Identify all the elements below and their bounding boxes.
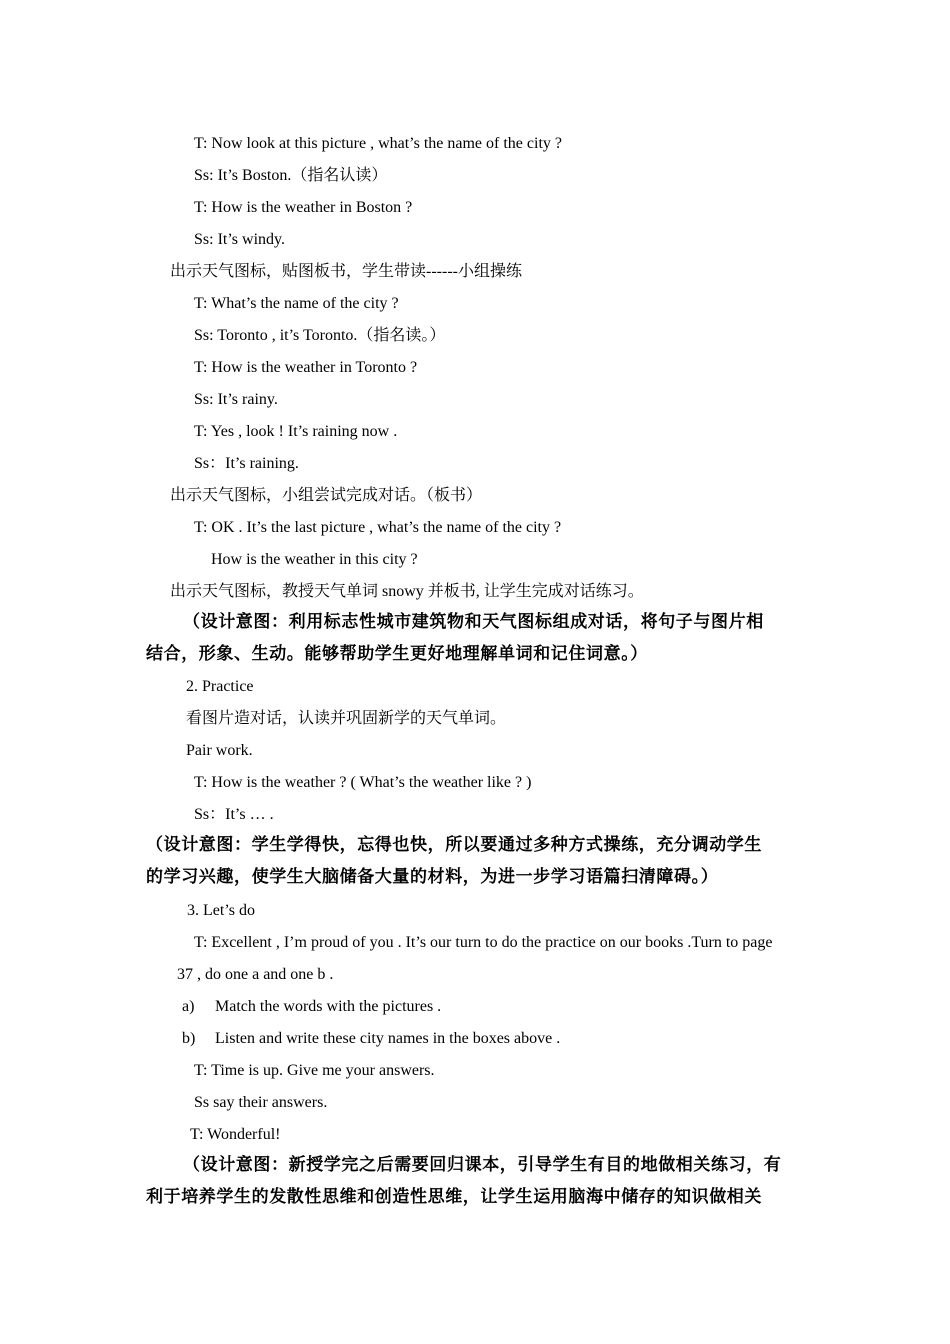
dialogue-line: 37 , do one a and one b . xyxy=(177,966,334,983)
instruction-line: 出示天气图标，贴图板书，学生带读------小组操练 xyxy=(170,263,522,280)
design-intent-note: 利于培养学生的发散性思维和创造性思维，让学生运用脑海中储存的知识做相关 xyxy=(146,1187,762,1206)
section-heading: 2. Practice xyxy=(186,678,254,695)
design-intent-note: 结合，形象、生动。能够帮助学生更好地理解单词和记住词意。） xyxy=(146,644,648,663)
dialogue-line: T: How is the weather in Boston ? xyxy=(194,199,413,216)
design-intent-note: （设计意图：利用标志性城市建筑物和天气图标组成对话，将句子与图片相 xyxy=(183,612,764,631)
list-item-text: Listen and write these city names in the boxes above . xyxy=(215,1030,561,1047)
dialogue-line: Ss: Toronto , it’s Toronto.（指名读。） xyxy=(194,327,446,344)
list-marker: a) xyxy=(182,998,195,1015)
dialogue-line: T: Wonderful! xyxy=(190,1126,281,1143)
list-marker: b) xyxy=(182,1030,196,1047)
instruction-line: Pair work. xyxy=(186,742,253,759)
dialogue-line: T: Time is up. Give me your answers. xyxy=(194,1062,435,1079)
instruction-line: 看图片造对话，认读并巩固新学的天气单词。 xyxy=(186,710,507,727)
dialogue-line: T: What’s the name of the city ? xyxy=(194,295,399,312)
instruction-line: 出示天气图标，教授天气单词 snowy 并板书, 让学生完成对话练习。 xyxy=(170,583,644,600)
design-intent-note: （设计意图：新授学完之后需要回归课本，引导学生有目的地做相关练习，有 xyxy=(183,1155,782,1174)
dialogue-line: T: OK . It’s the last picture , what’s the name of the city ? xyxy=(194,519,562,536)
dialogue-line: T: How is the weather in Toronto ? xyxy=(194,359,418,376)
dialogue-line: T: Now look at this picture , what’s the name of the city ? xyxy=(194,135,562,152)
instruction-line: 出示天气图标，小组尝试完成对话。（板书） xyxy=(170,487,483,504)
dialogue-line: Ss: It’s Boston.（指名认读） xyxy=(194,167,388,184)
dialogue-line: T: How is the weather ? ( What’s the weather like ? ) xyxy=(194,774,532,791)
dialogue-line: Ss say their answers. xyxy=(194,1094,328,1111)
dialogue-line: Ss：It’s raining. xyxy=(194,455,299,472)
list-item xyxy=(182,1029,560,1049)
dialogue-line: T: Excellent , I’m proud of you . It’s our turn to do the practice on our books .Turn to page xyxy=(194,934,773,951)
dialogue-line: T: Yes , look ! It’s raining now . xyxy=(194,423,398,440)
list-item-text: Match the words with the pictures . xyxy=(215,998,442,1015)
dialogue-line: Ss: It’s rainy. xyxy=(194,391,278,408)
dialogue-line: How is the weather in this city ? xyxy=(211,551,418,568)
dialogue-line: Ss：It’s … . xyxy=(194,806,274,823)
dialogue-line: Ss: It’s windy. xyxy=(194,231,285,248)
design-intent-note: 的学习兴趣，使学生大脑储备大量的材料，为进一步学习语篇扫清障碍。） xyxy=(146,867,719,886)
list-item xyxy=(182,997,441,1017)
section-heading: 3. Let’s do xyxy=(187,902,255,919)
design-intent-note: （设计意图：学生学得快，忘得也快，所以要通过多种方式操练，充分调动学生 xyxy=(146,835,762,854)
